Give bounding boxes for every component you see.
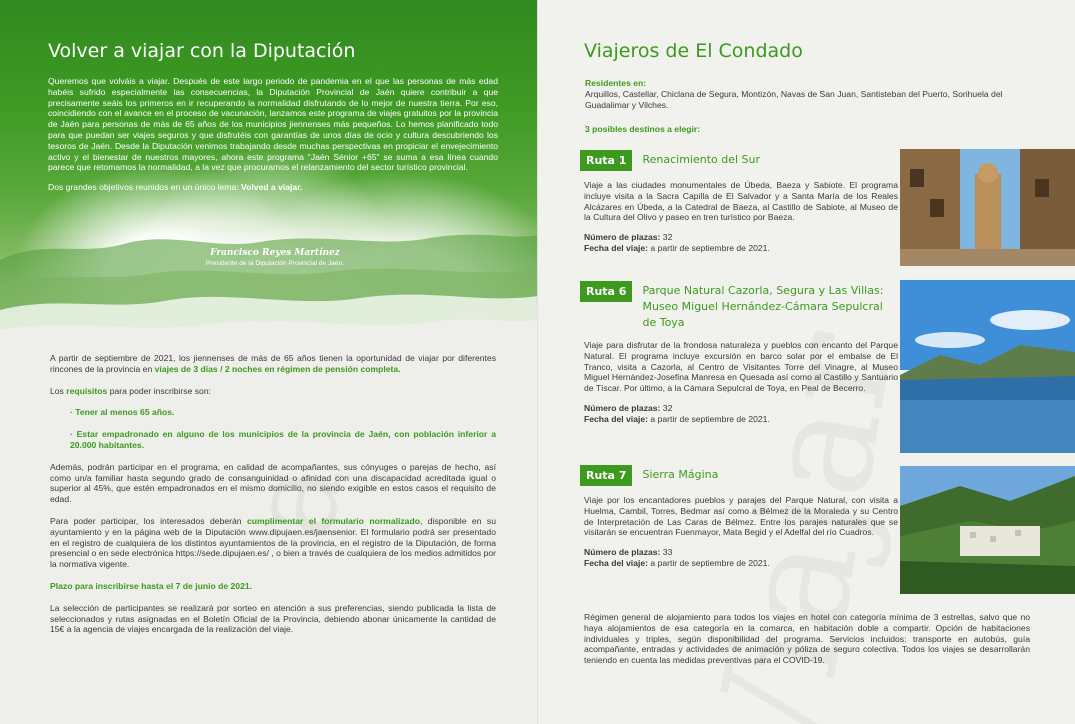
hills-illustration — [0, 200, 538, 350]
route-card — [580, 281, 898, 425]
residentes-label: Residentes en: — [585, 78, 647, 88]
requirement-item: · Estar empadronado en alguno de los municipios de la provincia de Jaén, con población inferior a 20.000 habitantes. — [70, 429, 496, 450]
signature-role: Presidente de la Diputación Provincial de Jaén. — [205, 260, 345, 267]
route-badge: Ruta 7 — [580, 465, 632, 486]
route-name: Sierra Mágina — [642, 468, 719, 481]
photo-ubeda-street — [900, 149, 1075, 266]
route-badge: Ruta 6 — [580, 281, 632, 302]
residentes-text: Arquillos, Castellar, Chiclana de Segura, Montizón, Navas de San Juan, Santisteban del Puerto, Sorihuela del Guadalimar y Vilches. — [585, 89, 1003, 110]
paragraph-requisitos: Los requisitos para poder inscribirse son: — [50, 385, 211, 396]
route-fecha: Fecha del viaje: a partir de septiembre de 2021. — [584, 242, 770, 253]
paragraph-dates: A partir de septiembre de 2021, los jiennenses de más de 65 años tienen la oportunidad de viajar por diferentes rincones de la provincia en viajes de 3 días / 2 noches en régimen de pensión completa. — [50, 353, 496, 374]
intro-paragraph: Queremos que volváis a viajar. Después de este largo periodo de pandemia en el que las personas de más edad habéis sufrido especialmente las consecuencias, la Diputación Provincial de Jaén quiere contribuir a que precisamente seáis los primeros en ir recuperando la normalidad disfrutando de lo mejor de nuestra tierra. Por eso, coincidiendo con el avance en el proceso de vacunación, lanzamos este programa de viajes gratuitos por la provincia de Jaén para personas de más de 65 años de los municipios jiennenses más pequeños. Lo hemos planificado todo para que puedan ser viajes seguros y que disfrutéis con garantías de unos días de ocio y cultura descubriendo los tesoros de Jaén. Desde la Diputación venimos trabajando desde muchas perspectivas en propiciar el envejecimiento activo y el bienestar de nuestros mayores, ahora este programa "Jaén Sénior +65" se suma a esa línea cuando parece que retomamos la normalidad, a la vez que procuramos el relanzamiento del sector turístico provincial. — [48, 76, 498, 173]
photo-tranco-reservoir — [900, 280, 1075, 453]
route-fecha: Fecha del viaje: a partir de septiembre de 2021. — [584, 413, 770, 424]
route-plazas: Número de plazas: 32 — [584, 232, 673, 243]
left-body — [50, 353, 496, 646]
plazo-line: Plazo para inscribirse hasta el 7 de junio de 2021. — [50, 580, 253, 591]
route-card — [580, 465, 898, 569]
paragraph-acompanantes: Además, podrán participar en el programa, en calidad de acompañantes, sus cónyuges o parejas de hecho, así como un/a familiar hasta segundo grado de consanguinidad o afinidad con una discapacidad acreditada igual o superior al 45%, que estén empadronados en el mismo domicilio, no siendo exigible en estos casos el requisito de edad. — [50, 461, 496, 505]
route-card — [580, 150, 898, 254]
signature-name: Francisco Reyes Martínez — [210, 248, 340, 258]
requirement-item: · Tener al menos 65 años. — [70, 407, 175, 418]
paragraph-formulario: Para poder participar, los interesados deberán cumplimentar el formulario normalizado, disponible en su ayuntamiento y en la página web de la Diputación www.dipujaen.es/jaensenior. El formulario podrá ser presentado en el registro de cualquiera de los distintos ayuntamientos de la provincia, en el registro de la Diputación, de forma presencial o en sede electrónica https://sede.dipujaen.es/ , o bien a través de cualquiera de los medios admitidos por la normativa vigente. — [50, 515, 497, 570]
route-name: Parque Natural Cazorla, Segura y Las Villas: Museo Miguel Hernández-Cámara Sepulcral de Toya — [642, 284, 884, 329]
route-plazas: Número de plazas: 32 — [584, 402, 673, 413]
photo-sierra-magina-village — [900, 466, 1075, 594]
lema-line: Dos grandes objetivos reunidos en un único lema: Volved a viajar. — [48, 182, 303, 193]
route-description: Viaje a las ciudades monumentales de Úbeda, Baeza y Sabiote. El programa incluye visita a la Sacra Capilla de El Salvador y a Santa María de los Reales Alcázares en Úbeda, a la Catedral de Baeza, al Castillo de Sabiote, al Museo de la Cultura del Olivo y paseo en tren turístico por Baeza. — [584, 180, 898, 223]
hero-green-landscape — [0, 0, 538, 350]
route-plazas: Número de plazas: 33 — [584, 547, 673, 558]
regimen-paragraph: Régimen general de alojamiento para todos los viajes en hotel con categoría mínima de 3 estrellas, salvo que no haya alojamientos de esa categoría en la comarca, en habitación doble a compartir. Opción de habitaciones individuales y triples, según disponibilidad del programa. Servicios incluidos: transporte en autobús, guía acompañante, entradas y actividades de animación y póliza de seguro colectiva. Todos los viajes se desarrollarán teniendo en cuenta las medidas preventivas para el COVID-19. — [584, 612, 1030, 666]
page-title: Volver a viajar con la Diputación — [48, 40, 356, 62]
paragraph-seleccion: La selección de participantes se realizará por sorteo en atención a sus preferencias, siendo publicada la lista de seleccionados y rutas asignadas en el Boletín Oficial de la Provincia, debiendo abonar únicamente la cantidad de 15€ a la agencia de viajes encargada de la realización del viaje. — [50, 602, 496, 635]
signature — [190, 248, 360, 267]
route-description: Viaje por los encantadores pueblos y parajes del Parque Natural, con visita a Huelma, Cambil, Torres, Bedmar así como a Bélmez de la Moraleda y su Centro de Interpretación de Las Caras de Bélmez. Entre los parajes naturales que se visitarán se encuentran Fuenmayor, Mata Begid y el Adelfal del río Cuadros. — [584, 495, 898, 538]
route-badge: Ruta 1 — [580, 150, 632, 171]
route-fecha: Fecha del viaje: a partir de septiembre de 2021. — [584, 557, 770, 568]
route-name: Renacimiento del Sur — [642, 153, 761, 166]
right-page — [538, 0, 1075, 724]
destinos-label: 3 posibles destinos a elegir: — [585, 124, 701, 134]
route-description: Viaje para disfrutar de la frondosa naturaleza y pueblos con encanto del Parque Natural. El programa incluye excursión en barco solar por el embalse de El Tranco, visita a Cazorla, al Centro de Visitantes Torre del Vinagre, al Museo Miguel Hernández-Josefina Manresa en Quesada así como al Castillo y Santuario de Tíscar. Por último, a la Cámara Sepulcral de Toya, en Peal de Becerro. — [584, 340, 898, 394]
right-title: Viajeros de El Condado — [584, 40, 803, 62]
